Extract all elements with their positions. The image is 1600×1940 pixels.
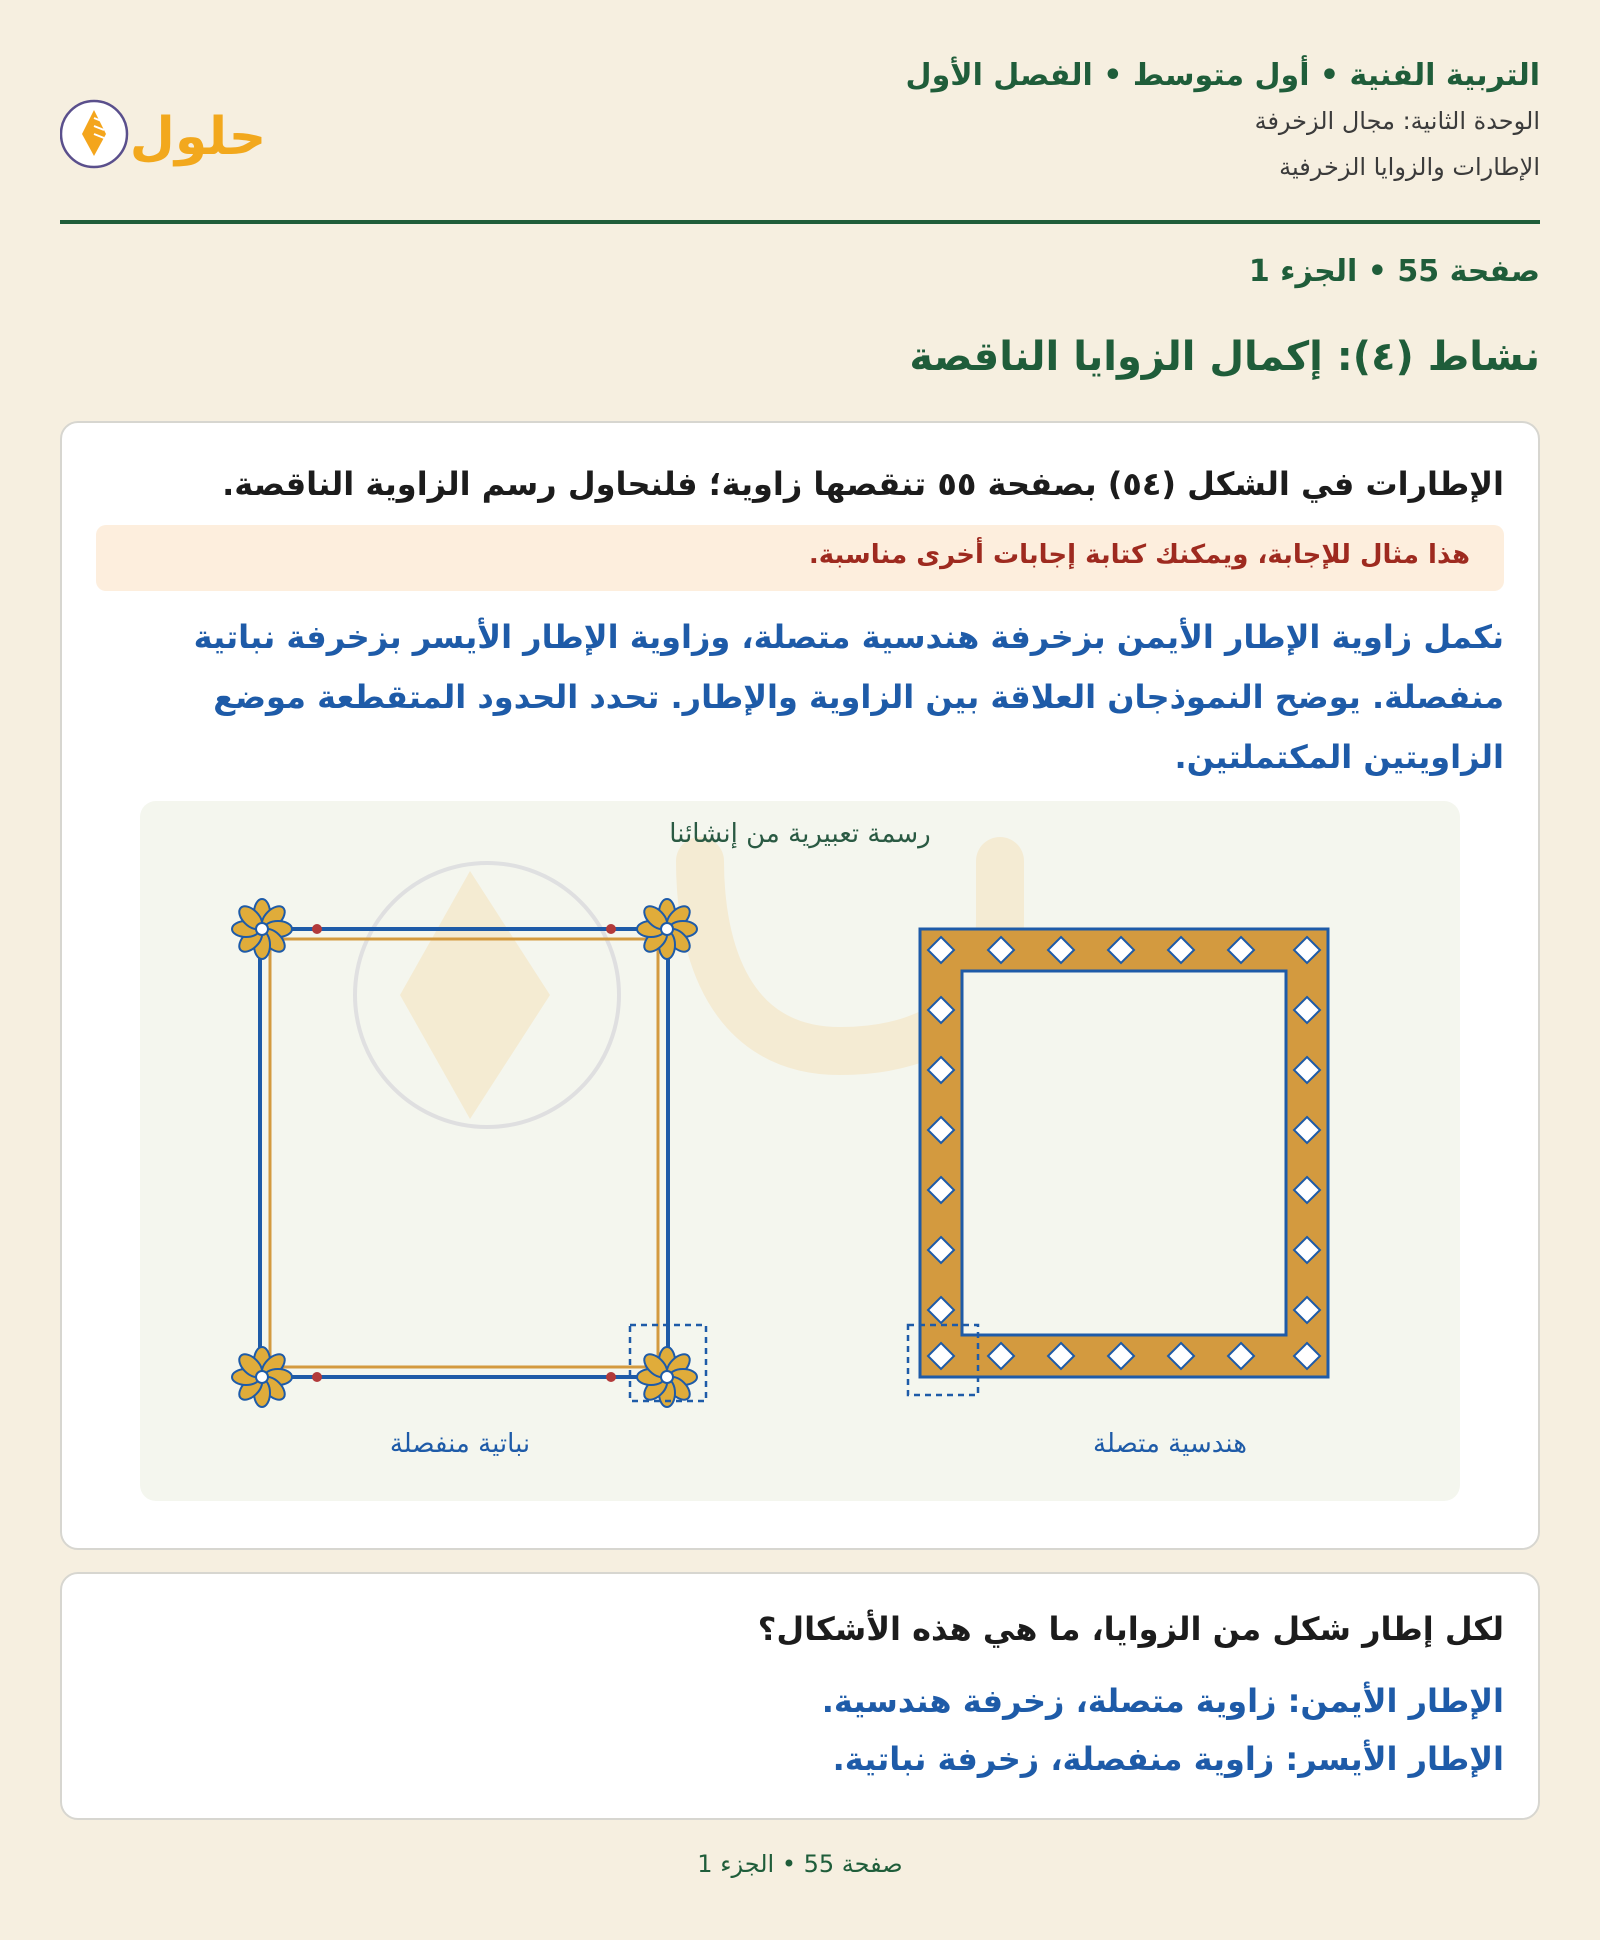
activity-title: نشاط (٤): إكمال الزوايا الناقصة [909, 334, 1540, 380]
flower-ornament [637, 899, 697, 959]
question-card [60, 1572, 1540, 1820]
activity-answer: نكمل زاوية الإطار الأيمن بزخرفة هندسية متصلة، وزاوية الإطار الأيسر بزخرفة نباتية منفصلة. يوضح النموذجان العلاقة بين الزاوية والإطار. تحدد الحدود المتقطعة موضع الزاويتين المكتملتين. [193, 618, 1504, 776]
floral-frame-label: نباتية منفصلة [389, 1429, 531, 1459]
subject-title: التربية الفنية • أول متوسط • الفصل الأول [905, 58, 1540, 93]
right-frame-answer: الإطار الأيمن: زاوية متصلة، زخرفة هندسية. [821, 1682, 1504, 1720]
unit-title: الوحدة الثانية: مجال الزخرفة [1254, 107, 1540, 135]
figure-caption: رسمة تعبيرية من إنشائنا [669, 819, 931, 849]
frames-figure [140, 801, 1460, 1501]
flower-ornament [637, 1347, 697, 1407]
activity-card [60, 421, 1540, 1550]
page-header [60, 54, 1540, 224]
geometric-frame-label: هندسية متصلة [1093, 1429, 1247, 1459]
shapes-question: لكل إطار شكل من الزوايا، ما هي هذه الأشكال؟ [757, 1610, 1504, 1648]
header-divider [60, 220, 1540, 224]
example-note [96, 525, 1504, 591]
left-frame-answer: الإطار الأيسر: زاوية منفصلة، زخرفة نباتية. [832, 1740, 1504, 1778]
flower-ornament [232, 1347, 292, 1407]
hulul-logo [60, 88, 290, 180]
frames-illustration [140, 801, 1428, 1501]
watermark [355, 861, 1000, 1127]
page-footer: صفحة 55 • الجزء 1 [697, 1850, 903, 1878]
page-reference: صفحة 55 • الجزء 1 [1248, 254, 1540, 289]
geometric-frame [908, 929, 1328, 1395]
activity-question: الإطارات في الشكل (٥٤) بصفحة ٥٥ تنقصها زاوية؛ فلنحاول رسم الزاوية الناقصة. [222, 465, 1504, 503]
example-note-text: هذا مثال للإجابة، ويمكنك كتابة إجابات أخرى مناسبة. [808, 540, 1470, 570]
lesson-title: الإطارات والزوايا الزخرفية [1279, 153, 1540, 181]
logo-text: حلول [129, 107, 267, 167]
header-text [906, 54, 1540, 190]
flower-ornament [232, 899, 292, 959]
